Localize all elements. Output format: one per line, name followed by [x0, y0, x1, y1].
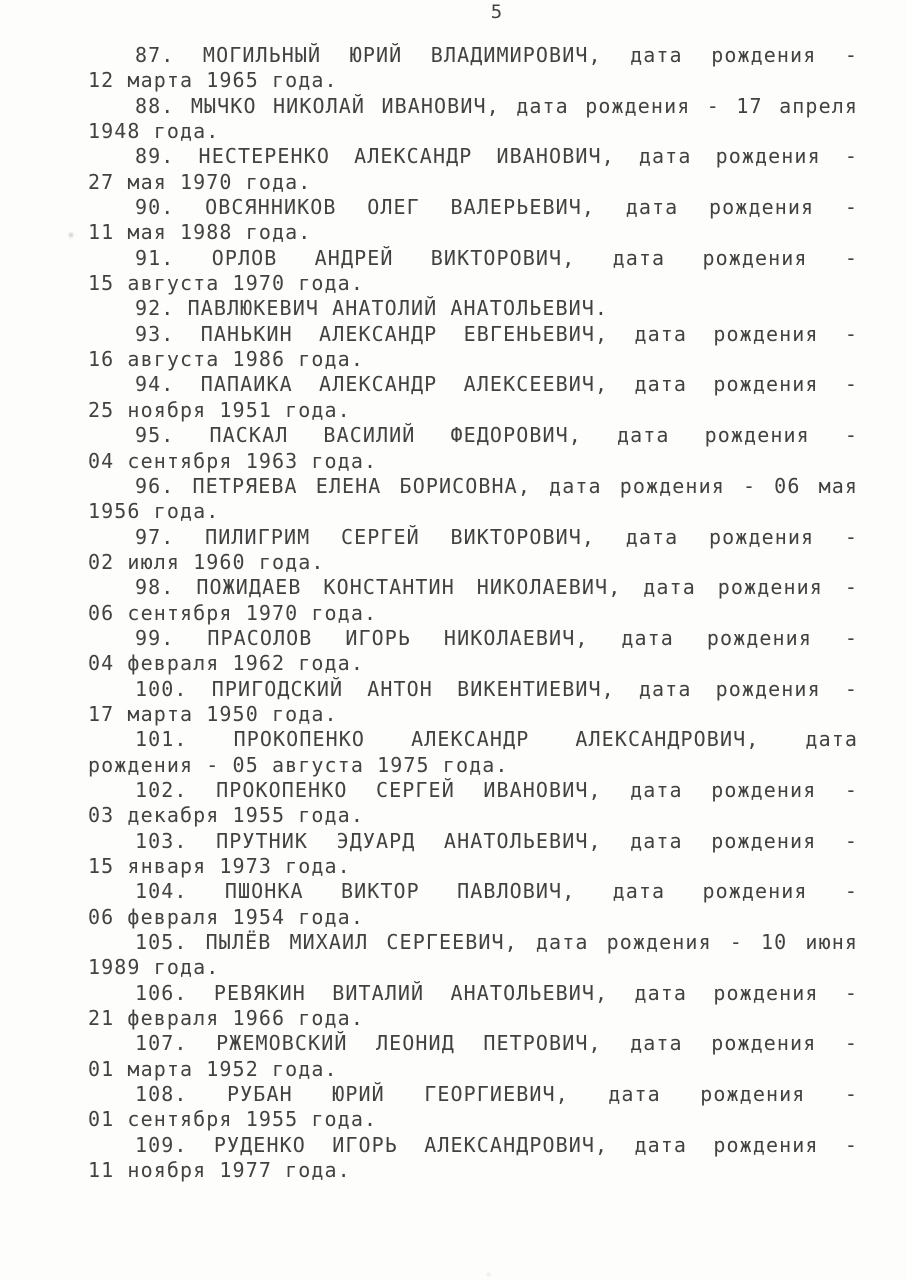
- list-entry: [88, 246, 858, 297]
- entry-line: 11 мая 1988 года.: [88, 220, 312, 245]
- entry-line: 98. ПОЖИДАЕВ КОНСТАНТИН НИКОЛАЕВИЧ, дата рождения -: [135, 575, 858, 600]
- list-entry: [88, 981, 858, 1032]
- list-entry: [88, 626, 858, 677]
- list-entry: [88, 322, 858, 373]
- entry-line: 99. ПРАСОЛОВ ИГОРЬ НИКОЛАЕВИЧ, дата рождения -: [135, 625, 858, 650]
- list-entry: [88, 94, 858, 145]
- list-entry: [88, 144, 858, 195]
- entry-line: 87. МОГИЛЬНЫЙ ЮРИЙ ВЛАДИМИРОВИЧ, дата рождения -: [135, 43, 858, 67]
- entry-line: 1948 года.: [88, 119, 220, 144]
- entry-line: 25 ноября 1951 года.: [88, 397, 351, 422]
- list-entry: [88, 474, 858, 525]
- scan-speck: [487, 1273, 490, 1276]
- list-entry: [88, 296, 858, 321]
- entry-line: 02 июля 1960 года.: [88, 549, 325, 574]
- entry-line: 21 февраля 1966 года.: [88, 1006, 364, 1031]
- entry-line: 100. ПРИГОДСКИЙ АНТОН ВИКЕНТИЕВИЧ, дата рождения -: [135, 676, 858, 701]
- list-entry: [88, 879, 858, 930]
- entry-line: 108. РУБАН ЮРИЙ ГЕОРГИЕВИЧ, дата рождения -: [135, 1082, 858, 1107]
- list-entry: [88, 372, 858, 423]
- entry-line: 94. ПАПАИКА АЛЕКСАНДР АЛЕКСЕЕВИЧ, дата рождения -: [135, 372, 858, 397]
- list-entry: [88, 195, 858, 246]
- list-entry: [88, 778, 858, 829]
- entry-line: 16 августа 1986 года.: [88, 347, 364, 372]
- entry-line: 101. ПРОКОПЕНКО АЛЕКСАНДР АЛЕКСАНДРОВИЧ, дата: [135, 727, 858, 752]
- scan-speck: [69, 233, 73, 237]
- entry-line: 01 марта 1952 года.: [88, 1056, 338, 1081]
- entry-line: 103. ПРУТНИК ЭДУАРД АНАТОЛЬЕВИЧ, дата рождения -: [135, 828, 858, 853]
- entry-line: 92. ПАВЛЮКЕВИЧ АНАТОЛИЙ АНАТОЛЬЕВИЧ.: [135, 296, 609, 321]
- list-entry: [88, 575, 858, 626]
- entry-line: 15 января 1973 года.: [88, 854, 351, 878]
- list-entry: [88, 525, 858, 576]
- entry-line: 06 февраля 1954 года.: [88, 904, 364, 929]
- entry-line: 11 ноября 1977 года.: [88, 1158, 351, 1183]
- list-entry: [88, 1031, 858, 1082]
- list-entry: [88, 727, 858, 778]
- entry-line: 107. РЖЕМОВСКИЙ ЛЕОНИД ПЕТРОВИЧ, дата рождения -: [135, 1031, 858, 1056]
- entry-line: 04 февраля 1962 года.: [88, 651, 364, 676]
- entries-list: [88, 43, 858, 1183]
- entry-line: 1989 года.: [88, 955, 220, 980]
- entry-line: 27 мая 1970 года.: [88, 169, 312, 194]
- entry-line: 89. НЕСТЕРЕНКО АЛЕКСАНДР ИВАНОВИЧ, дата рождения -: [135, 144, 858, 169]
- entry-line: 106. РЕВЯКИН ВИТАЛИЙ АНАТОЛЬЕВИЧ, дата рождения -: [135, 980, 858, 1005]
- list-entry: [88, 43, 858, 94]
- list-entry: [88, 423, 858, 474]
- entry-line: 104. ПШОНКА ВИКТОР ПАВЛОВИЧ, дата рождения -: [135, 879, 858, 904]
- entry-line: 96. ПЕТРЯЕВА ЕЛЕНА БОРИСОВНА, дата рождения - 06 мая: [135, 473, 858, 498]
- entry-line: 06 сентября 1970 года.: [88, 600, 378, 625]
- page-number: 5: [490, 1, 504, 23]
- list-entry: [88, 930, 858, 981]
- entry-line: 1956 года.: [88, 499, 220, 524]
- entry-line: 12 марта 1965 года.: [88, 68, 338, 93]
- entry-line: 01 сентября 1955 года.: [88, 1107, 378, 1132]
- entry-line: 03 декабря 1955 года.: [88, 803, 364, 828]
- entry-line: рождения - 05 августа 1975 года.: [88, 752, 509, 777]
- entry-line: 93. ПАНЬКИН АЛЕКСАНДР ЕВГЕНЬЕВИЧ, дата рождения -: [135, 321, 858, 346]
- list-entry: [88, 1133, 858, 1184]
- entry-line: 15 августа 1970 года.: [88, 271, 364, 296]
- entry-line: 97. ПИЛИГРИМ СЕРГЕЙ ВИКТОРОВИЧ, дата рождения -: [135, 524, 858, 549]
- list-entry: [88, 677, 858, 728]
- entry-line: 102. ПРОКОПЕНКО СЕРГЕЙ ИВАНОВИЧ, дата рождения -: [135, 777, 858, 802]
- list-entry: [88, 1082, 858, 1133]
- list-entry: [88, 829, 858, 880]
- entry-line: 17 марта 1950 года.: [88, 701, 338, 726]
- entry-line: 04 сентября 1963 года.: [88, 448, 378, 473]
- entry-line: 109. РУДЕНКО ИГОРЬ АЛЕКСАНДРОВИЧ, дата рождения -: [135, 1132, 858, 1157]
- entry-line: 105. ПЫЛЁВ МИХАИЛ СЕРГЕЕВИЧ, дата рождения - 10 июня: [135, 930, 858, 955]
- entry-line: 90. ОВСЯННИКОВ ОЛЕГ ВАЛЕРЬЕВИЧ, дата рождения -: [135, 195, 858, 220]
- entry-line: 91. ОРЛОВ АНДРЕЙ ВИКТОРОВИЧ, дата рождения -: [135, 245, 858, 270]
- entry-line: 88. МЫЧКО НИКОЛАЙ ИВАНОВИЧ, дата рождения - 17 апреля: [135, 93, 858, 118]
- entry-line: 95. ПАСКАЛ ВАСИЛИЙ ФЕДОРОВИЧ, дата рождения -: [135, 423, 858, 448]
